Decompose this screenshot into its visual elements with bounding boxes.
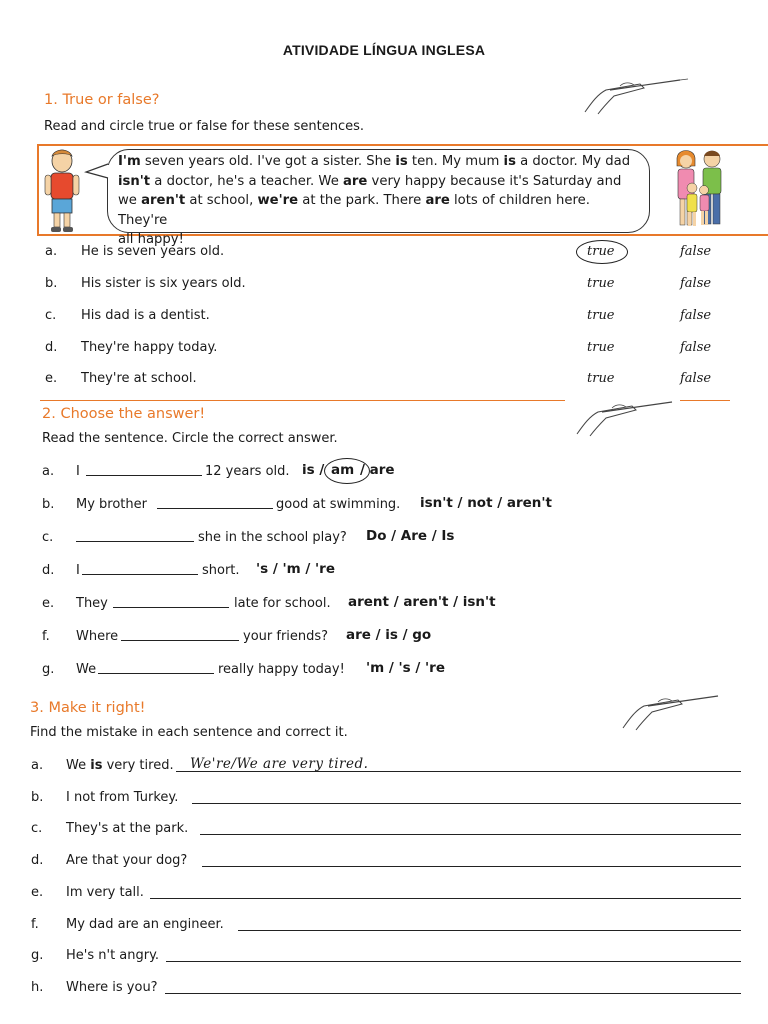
list-item-text: His dad is a dentist. xyxy=(81,308,210,323)
list-item-letter: a. xyxy=(42,464,55,479)
hand-pencil-icon xyxy=(618,688,738,732)
story-line-3: we aren't at school, we're at the park. There are lots of children here. They're xyxy=(118,193,590,228)
list-item-text: Are that your dog? xyxy=(66,853,188,868)
list-item-letter: e. xyxy=(42,596,55,611)
list-item-letter: f. xyxy=(42,629,50,644)
list-item-letter: c. xyxy=(42,530,54,545)
true-option[interactable]: true xyxy=(587,276,615,291)
answer-blank[interactable] xyxy=(82,563,198,575)
list-item-letter: g. xyxy=(31,948,44,963)
list-item-text: They're happy today. xyxy=(81,340,218,355)
story-line-1: I'm seven years old. I've got a sister. She is ten. My mum is a doctor. My dad xyxy=(118,154,631,169)
false-option[interactable]: false xyxy=(680,308,712,323)
list-item-after: she in the school play? xyxy=(198,530,347,545)
list-item-letter: d. xyxy=(42,563,55,578)
answer-line[interactable] xyxy=(238,930,741,931)
answer-line[interactable] xyxy=(150,898,741,899)
list-item-text: They're at school. xyxy=(81,371,197,386)
false-option[interactable]: false xyxy=(680,244,712,259)
list-item-after: short. xyxy=(202,563,240,578)
list-item-before: We xyxy=(76,662,97,677)
list-item-text: We is very tired. xyxy=(66,758,174,773)
hand-pencil-icon xyxy=(572,394,692,438)
list-item-text: Im very tall. xyxy=(66,885,144,900)
bubble-tail xyxy=(84,160,110,182)
list-item-letter: e. xyxy=(31,885,44,900)
list-item-before: They xyxy=(76,596,108,611)
answer-line[interactable] xyxy=(192,803,741,804)
list-item-text: He is seven years old. xyxy=(81,244,225,259)
list-item-text: His sister is six years old. xyxy=(81,276,246,291)
true-option[interactable]: true xyxy=(587,244,615,259)
option-text[interactable]: are / is / go xyxy=(346,627,432,643)
section1-title: 1. True or false? xyxy=(44,92,160,108)
section3-instruction: Find the mistake in each sentence and correct it. xyxy=(30,725,348,740)
option-text[interactable]: arent / aren't / isn't xyxy=(348,594,496,610)
list-item-text: He's n't angry. xyxy=(66,948,160,963)
list-item-letter: d. xyxy=(45,340,58,355)
option-text-selected[interactable]: am xyxy=(331,462,355,478)
list-item-text: They's at the park. xyxy=(66,821,189,836)
hand-pencil-icon xyxy=(580,72,700,116)
option-text[interactable]: Do / Are / Is xyxy=(366,528,455,544)
answer-line[interactable] xyxy=(200,834,741,835)
list-item-letter: b. xyxy=(42,497,55,512)
list-item-text: I not from Turkey. xyxy=(66,790,179,805)
list-item-letter: c. xyxy=(45,308,57,323)
answer-line[interactable] xyxy=(202,866,741,867)
page-title: ATIVIDADE LÍNGUA INGLESA xyxy=(282,42,486,58)
true-option[interactable]: true xyxy=(587,308,615,323)
false-option[interactable]: false xyxy=(680,276,712,291)
list-item-after: 12 years old. xyxy=(205,464,290,479)
list-item-before: I xyxy=(76,464,80,479)
section2-instruction: Read the sentence. Circle the correct answer. xyxy=(42,431,338,446)
true-option[interactable]: true xyxy=(587,371,615,386)
list-item-before: My brother xyxy=(76,497,147,512)
list-item-letter: b. xyxy=(45,276,58,291)
list-item-letter: g. xyxy=(42,662,55,677)
section3-title: 3. Make it right! xyxy=(30,700,146,716)
true-option[interactable]: true xyxy=(587,340,615,355)
answer-blank[interactable] xyxy=(113,596,229,608)
list-item-text: Where is you? xyxy=(66,980,158,995)
list-item-letter: a. xyxy=(31,758,44,773)
option-text[interactable]: / are xyxy=(360,462,395,478)
section2-title: 2. Choose the answer! xyxy=(42,406,206,422)
list-item-after: your friends? xyxy=(243,629,329,644)
answer-blank[interactable] xyxy=(157,497,273,509)
answer-blank[interactable] xyxy=(121,629,239,641)
option-text[interactable]: is / xyxy=(302,462,325,478)
option-text[interactable]: 's / 'm / 're xyxy=(256,561,335,577)
list-item-letter: e. xyxy=(45,371,58,386)
boy-figure-icon xyxy=(41,148,83,234)
list-item-before: Where xyxy=(76,629,119,644)
list-item-after: really happy today! xyxy=(218,662,345,677)
list-item-letter: f. xyxy=(31,917,39,932)
false-option[interactable]: false xyxy=(680,340,712,355)
list-item-letter: c. xyxy=(31,821,43,836)
answer-line[interactable] xyxy=(166,961,741,962)
story-line-2: isn't a doctor, he's a teacher. We are very happy because it's Saturday and xyxy=(118,173,622,189)
speech-bubble xyxy=(107,149,650,247)
answer-blank[interactable] xyxy=(76,530,194,542)
list-item-text: My dad are an engineer. xyxy=(66,917,224,932)
handwritten-answer: We're/We are very tired. xyxy=(190,756,369,772)
list-item-after: late for school. xyxy=(234,596,331,611)
story-line-4: all happy! xyxy=(118,232,184,247)
section-divider xyxy=(40,400,565,401)
answer-blank[interactable] xyxy=(98,662,214,674)
section1-instruction: Read and circle true or false for these sentences. xyxy=(44,119,365,134)
option-text[interactable]: 'm / 's / 're xyxy=(366,660,445,676)
list-item-letter: h. xyxy=(31,980,44,995)
answer-line[interactable] xyxy=(176,771,741,772)
list-item-after: good at swimming. xyxy=(276,497,401,512)
option-text[interactable]: isn't / not / aren't xyxy=(420,495,552,511)
list-item-before: I xyxy=(76,563,80,578)
list-item-letter: b. xyxy=(31,790,44,805)
list-item-letter: d. xyxy=(31,853,44,868)
answer-line[interactable] xyxy=(165,993,741,994)
family-figure-icon xyxy=(670,148,730,232)
answer-blank[interactable] xyxy=(86,464,202,476)
false-option[interactable]: false xyxy=(680,371,712,386)
list-item-letter: a. xyxy=(45,244,58,259)
